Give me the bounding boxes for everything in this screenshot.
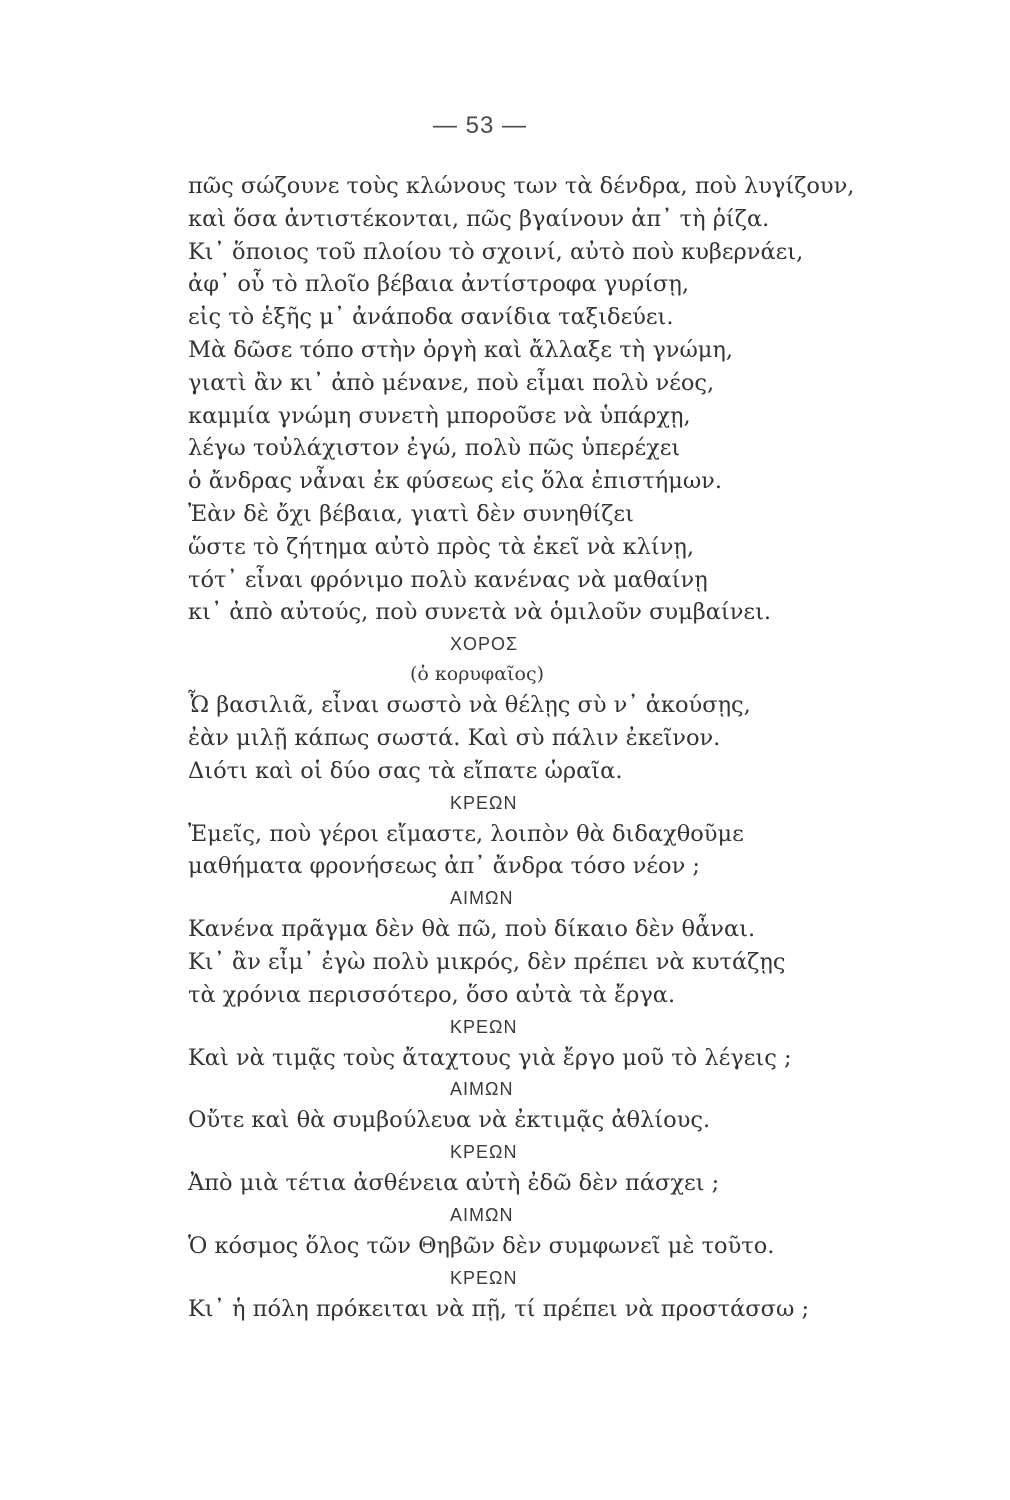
verse-line: εἰς τὸ ἑξῆς μ᾽ ἀνάποδα σανίδια ταξιδεύει. [188, 304, 674, 331]
speaker-name: ΑΙΜΩΝ [450, 1079, 514, 1100]
verse-line: Οὔτε καὶ θὰ συμβούλευα νὰ ἐκτιμᾷς ἀθλίους. [188, 1107, 711, 1134]
speaker-name: ΚΡΕΩΝ [450, 1267, 518, 1288]
verse-line: Κι᾽ ὅποιος τοῦ πλοίου τὸ σχοινί, αὐτὸ ποὺ κυβερνάει, [188, 238, 804, 265]
verse-line: πῶς σώζουνε τοὺς κλώνους των τὰ δένδρα, ποὺ λυγίζουν, [188, 173, 855, 199]
speaker-name: ΑΙΜΩΝ [450, 1204, 514, 1225]
verse-line: Κανένα πρᾶγμα δὲν θὰ πῶ, ποὺ δίκαιο δὲν θἆναι. [188, 916, 756, 943]
verse-line: καμμία γνώμη συνετὴ μποροῦσε νὰ ὑπάρχῃ, [188, 402, 691, 429]
verse-line: Καὶ νὰ τιμᾷς τοὺς ἄταχτους γιὰ ἔργο μοῦ τὸ λέγεις ; [188, 1044, 792, 1071]
verse-line: Διότι καὶ οἱ δύο σας τὰ εἴπατε ὡραῖα. [188, 757, 623, 784]
verse-line: Ἀπὸ μιὰ τέτια ἀσθένεια αὐτὴ ἐδῶ δὲν πάσχει ; [188, 1170, 720, 1197]
speaker-name: ΚΡΕΩΝ [450, 1142, 518, 1163]
verse-line: Ἐμεῖς, ποὺ γέροι εἴμαστε, λοιπὸν θὰ διδαχθοῦμε [188, 820, 744, 847]
verse-line: Ὦ βασιλιᾶ, εἶναι σωστὸ νὰ θέλῃς σὺ ν᾽ ἀκούσῃς, [188, 692, 751, 719]
verse-line: καὶ ὅσα ἀντιστέκονται, πῶς βγαίνουν ἀπ᾽ τὴ ῥίζα. [188, 205, 770, 232]
page-number: — 53 — [432, 112, 528, 139]
verse-line: ἐὰν μιλῇ κάπως σωστά. Καὶ σὺ πάλιν ἐκεῖνον. [188, 724, 721, 751]
verse-line: τότ᾽ εἶναι φρόνιμο πολὺ κανένας νὰ μαθαίνῃ [188, 566, 708, 593]
verse-line: ὁ ἄνδρας νἆναι ἐκ φύσεως εἰς ὅλα ἐπιστήμων. [188, 468, 723, 495]
speaker-name: ΧΟΡΟΣ [450, 634, 519, 655]
speaker-name: ΑΙΜΩΝ [450, 888, 514, 909]
verse-line: λέγω τοὐλάχιστον ἐγώ, πολὺ πῶς ὑπερέχει [188, 435, 681, 462]
verse-line: Ἐὰν δὲ ὄχι βέβαια, γιατὶ δὲν συνηθίζει [188, 500, 634, 527]
stage-direction: (ὁ κορυφαῖος) [410, 663, 545, 686]
verse-line: ἀφ᾽ οὗ τὸ πλοῖο βέβαια ἀντίστροφα γυρίσῃ, [188, 271, 690, 298]
verse-line: κι᾽ ἀπὸ αὐτούς, ποὺ συνετὰ νὰ ὁμιλοῦν συμβαίνει. [188, 599, 772, 626]
speaker-name: ΚΡΕΩΝ [450, 1016, 518, 1037]
speaker-name: ΚΡΕΩΝ [450, 792, 518, 813]
verse-line: τὰ χρόνια περισσότερο, ὅσο αὐτὰ τὰ ἔργα. [188, 981, 676, 1008]
verse-line: Κι᾽ ἂν εἶμ᾽ ἐγὼ πολὺ μικρός, δὲν πρέπει νὰ κυτάζῃς [188, 948, 786, 975]
verse-line: Κι᾽ ἡ πόλη πρόκειται νὰ πῇ, τί πρέπει νὰ προστάσσω ; [188, 1295, 810, 1322]
verse-line: μαθήματα φρονήσεως ἀπ᾽ ἄνδρα τόσο νέον ; [188, 853, 700, 880]
verse-line: Μὰ δῶσε τόπο στὴν ὀργὴ καὶ ἄλλαξε τὴ γνώμη, [188, 336, 734, 363]
verse-line: γιατὶ ἂν κι᾽ ἀπὸ μένανε, ποὺ εἶμαι πολὺ νέος, [188, 369, 715, 396]
verse-line: ὥστε τὸ ζήτημα αὐτὸ πρὸς τὰ ἐκεῖ νὰ κλίνῃ, [188, 533, 695, 560]
play-text [188, 170, 988, 1326]
verse-line: Ὁ κόσμος ὅλος τῶν Θηβῶν δὲν συμφωνεῖ μὲ τοῦτο. [188, 1232, 775, 1259]
